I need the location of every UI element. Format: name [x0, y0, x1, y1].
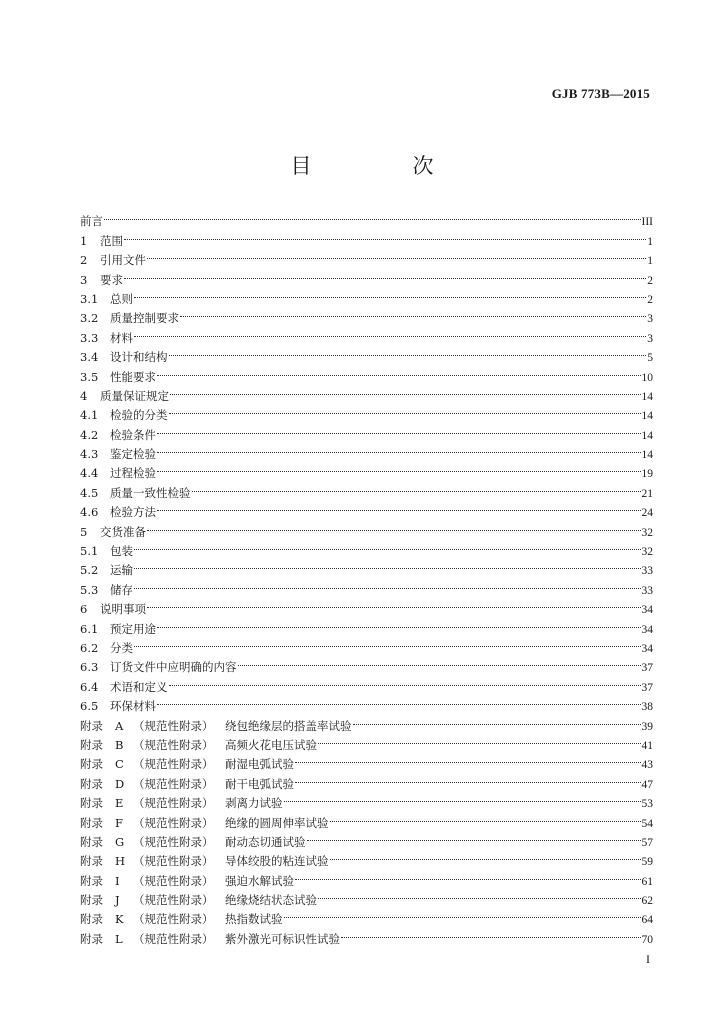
toc-entry-title: 储存: [110, 582, 133, 597]
toc-entry-page: 2: [647, 274, 653, 287]
toc-entry-title: 过程检验: [110, 466, 156, 481]
table-of-contents: [80, 206, 653, 946]
toc-entry[interactable]: [80, 439, 653, 462]
toc-leader-dots: [134, 574, 641, 593]
toc-leader-dots: [295, 865, 641, 884]
toc-entry-title: 性能要求: [110, 369, 156, 384]
toc-entry-page: 37: [641, 681, 653, 694]
toc-leader-dots: [134, 633, 641, 652]
annex-type: （规范性附录）: [133, 912, 214, 927]
toc-leader-dots: [318, 885, 641, 904]
toc-entry-title: 质量保证规定: [100, 388, 169, 403]
toc-entry-page: 3: [647, 332, 653, 345]
toc-leader-dots: [330, 807, 641, 826]
toc-entry-title: 说明事项: [100, 602, 146, 617]
toc-entry-page: 14: [641, 410, 653, 423]
toc-leader-dots: [169, 342, 647, 361]
toc-entry-title: 热指数试验: [225, 912, 283, 927]
annex-letter: G: [115, 834, 125, 849]
annex-label: 附录: [80, 737, 103, 752]
toc-entry[interactable]: [80, 322, 653, 345]
annex-designation: [80, 872, 225, 891]
toc-entry[interactable]: [80, 284, 653, 306]
toc-entry[interactable]: [80, 361, 653, 384]
toc-entry-number: 1: [80, 233, 88, 248]
toc-entry[interactable]: [80, 206, 653, 229]
toc-entry-page: 34: [641, 623, 653, 636]
toc-entry-page: 14: [641, 390, 653, 403]
toc-entry-page: 19: [641, 468, 653, 481]
toc-entry[interactable]: [80, 613, 653, 636]
annex-designation: [80, 814, 225, 833]
toc-leader-dots: [284, 904, 641, 923]
annex-letter: I: [115, 873, 120, 888]
toc-entry-number: 2: [80, 253, 88, 268]
toc-entry-title: 总则: [110, 291, 133, 306]
toc-entry-number: 3.5: [80, 369, 99, 384]
page-number: I: [646, 952, 650, 966]
standard-code: GJB 773B—2015: [551, 86, 650, 101]
toc-entry-title: 术语和定义: [110, 679, 168, 694]
toc-entry-number: 6.5: [80, 699, 99, 714]
toc-entry-title: 高频火花电压试验: [225, 737, 317, 752]
toc-leader-dots: [157, 497, 641, 516]
toc-leader-dots: [134, 322, 646, 341]
toc-leader-dots: [169, 400, 641, 419]
annex-letter: D: [115, 776, 125, 791]
toc-entry-number: 4.2: [80, 427, 99, 442]
toc-leader-dots: [134, 284, 646, 303]
toc-entry[interactable]: [80, 555, 653, 578]
toc-entry-number: 4.4: [80, 466, 99, 481]
toc-entry-page: 5: [647, 352, 653, 365]
toc-leader-dots: [330, 846, 641, 865]
toc-entry-number: 4.3: [80, 447, 99, 462]
annex-letter: C: [115, 757, 124, 772]
toc-entry-page: 41: [641, 739, 653, 752]
toc-entry-title: 分类: [110, 640, 133, 655]
toc-entry-title: 耐动态切通试验: [225, 834, 306, 849]
toc-entry-number: 3: [80, 272, 88, 287]
toc-entry-title: 检验方法: [110, 505, 156, 520]
toc-entry-page: 34: [641, 604, 653, 617]
annex-designation: [80, 736, 225, 755]
toc-leader-dots: [169, 671, 641, 690]
annex-designation: [80, 775, 225, 794]
toc-entry-page: 43: [641, 759, 653, 772]
annex-type: （规范性附录）: [133, 815, 214, 830]
toc-entry-page: 32: [641, 546, 653, 559]
toc-entry-number: 5: [80, 524, 88, 539]
annex-type: （规范性附录）: [133, 931, 214, 946]
annex-designation: [80, 755, 225, 774]
toc-leader-dots: [104, 206, 641, 225]
toc-leader-dots: [134, 555, 641, 574]
toc-annex-entry[interactable]: [80, 710, 653, 733]
toc-entry[interactable]: [80, 497, 653, 520]
toc-entry[interactable]: [80, 264, 653, 287]
toc-entry-page: 70: [641, 933, 653, 946]
toc-leader-dots: [147, 245, 646, 264]
annex-label: 附录: [80, 757, 103, 772]
toc-leader-dots: [295, 768, 641, 787]
toc-entry-page: 38: [641, 701, 653, 714]
annex-type: （规范性附录）: [133, 854, 214, 869]
annex-letter: B: [115, 737, 124, 752]
toc-entry-title: 强迫水解试验: [225, 873, 294, 888]
toc-entry-title: 要求: [100, 272, 123, 287]
toc-entry-title: 环保材料: [110, 699, 156, 714]
toc-entry-title: 交货准备: [100, 524, 146, 539]
annex-label: 附录: [80, 834, 103, 849]
toc-entry-page: 10: [641, 371, 653, 384]
toc-entry-number: 4.5: [80, 485, 99, 500]
toc-entry-number: 6.1: [80, 621, 99, 636]
annex-letter: E: [115, 796, 124, 811]
toc-entry[interactable]: [80, 633, 653, 655]
page-title: 目 次: [290, 154, 474, 178]
toc-leader-dots: [147, 516, 641, 535]
toc-leader-dots: [157, 419, 641, 438]
toc-entry[interactable]: [80, 574, 653, 597]
toc-entry[interactable]: [80, 477, 653, 500]
toc-leader-dots: [180, 303, 646, 322]
annex-label: 附录: [80, 854, 103, 869]
toc-leader-dots: [170, 381, 641, 400]
toc-entry-number: 4.1: [80, 408, 99, 423]
toc-entry[interactable]: [80, 245, 653, 268]
toc-entry-page: 14: [641, 429, 653, 442]
annex-label: 附录: [80, 931, 103, 946]
annex-label: 附录: [80, 893, 103, 908]
toc-entry-page: 33: [641, 565, 653, 578]
toc-entry-page: 1: [647, 255, 653, 268]
toc-entry-page: 59: [641, 856, 653, 869]
annex-label: 附录: [80, 718, 103, 733]
toc-entry[interactable]: [80, 691, 653, 714]
toc-entry[interactable]: [80, 536, 653, 559]
annex-type: （规范性附录）: [133, 776, 214, 791]
toc-entry-number: 6.4: [80, 679, 99, 694]
annex-type: （规范性附录）: [133, 737, 214, 752]
toc-leader-dots: [157, 458, 641, 477]
toc-leader-dots: [318, 730, 641, 749]
toc-entry-title: 耐湿电弧试验: [225, 757, 294, 772]
toc-leader-dots: [192, 477, 641, 496]
toc-leader-dots: [284, 788, 641, 807]
toc-entry[interactable]: [80, 303, 653, 326]
toc-entry[interactable]: [80, 458, 653, 481]
annex-type: （规范性附录）: [133, 893, 214, 908]
toc-entry-title: 绕包绝缘层的搭盖率试验: [225, 718, 352, 733]
toc-entry-number: 4: [80, 388, 88, 403]
annex-designation: [80, 910, 225, 929]
toc-entry-page: III: [641, 216, 653, 229]
annex-label: 附录: [80, 912, 103, 927]
toc-entry-page: 64: [641, 914, 653, 927]
toc-entry-page: 39: [641, 720, 653, 733]
toc-leader-dots: [307, 827, 641, 846]
toc-leader-dots: [157, 613, 641, 632]
toc-entry-page: 47: [641, 778, 653, 791]
toc-entry-title: 质量控制要求: [110, 311, 179, 326]
toc-entry-page: 24: [641, 507, 653, 520]
annex-type: （规范性附录）: [133, 834, 214, 849]
toc-entry-title: 订货文件中应明确的内容: [110, 660, 237, 675]
toc-entry-number: 5.3: [80, 582, 99, 597]
toc-entry-page: 2: [647, 293, 653, 306]
toc-entry-number: 3.4: [80, 350, 99, 365]
annex-designation: [80, 833, 225, 852]
toc-entry-number: 5.1: [80, 544, 99, 559]
toc-entry-page: 34: [641, 642, 653, 655]
toc-entry-title: 绝缘的圆周伸率试验: [225, 815, 329, 830]
annex-designation: [80, 717, 225, 736]
annex-type: （规范性附录）: [133, 718, 214, 733]
toc-entry[interactable]: [80, 342, 653, 365]
toc-entry-page: 3: [647, 313, 653, 326]
toc-entry-title: 材料: [110, 330, 133, 345]
toc-entry-page: 62: [641, 895, 653, 908]
toc-entry-page: 37: [641, 662, 653, 675]
toc-entry-page: 57: [641, 836, 653, 849]
toc-leader-dots: [134, 536, 641, 555]
toc-entry[interactable]: [80, 652, 653, 675]
toc-entry-page: 61: [641, 875, 653, 888]
toc-entry-title: 预定用途: [110, 621, 156, 636]
toc-leader-dots: [147, 594, 641, 613]
toc-entry-number: 4.6: [80, 505, 99, 520]
toc-entry-number: 3.2: [80, 311, 99, 326]
annex-label: 附录: [80, 776, 103, 791]
toc-entry-title: 绝缘烧结状态试验: [225, 893, 317, 908]
toc-entry-title: 前言: [80, 214, 103, 229]
annex-designation: [80, 891, 225, 910]
annex-designation: [80, 930, 225, 949]
toc-leader-dots: [157, 361, 641, 380]
annex-letter: J: [115, 893, 120, 908]
toc-entry-title: 包装: [110, 544, 133, 559]
toc-entry-number: 6.2: [80, 640, 99, 655]
toc-entry[interactable]: [80, 225, 653, 248]
toc-entry-title: 导体绞股的粘连试验: [225, 854, 329, 869]
toc-entry-page: 14: [641, 449, 653, 462]
toc-entry-number: 6.3: [80, 660, 99, 675]
toc-entry-title: 紫外激光可标识性试验: [225, 931, 340, 946]
annex-letter: F: [115, 815, 123, 830]
toc-entry-title: 引用文件: [100, 253, 146, 268]
toc-leader-dots: [124, 264, 646, 283]
toc-leader-dots: [157, 691, 641, 710]
toc-leader-dots: [124, 225, 646, 244]
toc-entry-page: 21: [641, 487, 653, 500]
annex-designation: [80, 794, 225, 813]
toc-leader-dots: [295, 749, 641, 768]
toc-leader-dots: [353, 710, 641, 729]
toc-entry[interactable]: [80, 594, 653, 617]
annex-letter: K: [115, 912, 124, 927]
toc-entry-number: 3.3: [80, 330, 99, 345]
annex-label: 附录: [80, 815, 103, 830]
annex-label: 附录: [80, 796, 103, 811]
toc-entry-title: 设计和结构: [110, 350, 168, 365]
toc-entry-page: 33: [641, 584, 653, 597]
annex-label: 附录: [80, 873, 103, 888]
toc-entry[interactable]: [80, 419, 653, 442]
toc-entry-title: 鉴定检验: [110, 447, 156, 462]
annex-designation: [80, 852, 225, 871]
toc-leader-dots: [341, 923, 641, 942]
toc-entry-page: 53: [641, 798, 653, 811]
toc-entry-page: 54: [641, 817, 653, 830]
toc-entry-number: 3.1: [80, 291, 99, 306]
annex-type: （规范性附录）: [133, 873, 214, 888]
toc-entry[interactable]: [80, 516, 653, 539]
toc-entry-title: 检验条件: [110, 427, 156, 442]
annex-letter: A: [115, 718, 124, 733]
annex-letter: L: [115, 931, 123, 946]
toc-entry-number: 5.2: [80, 563, 99, 578]
toc-entry-number: 6: [80, 602, 88, 617]
toc-entry-title: 运输: [110, 563, 133, 578]
toc-entry[interactable]: [80, 381, 653, 403]
toc-entry-page: 1: [647, 235, 653, 248]
toc-entry-title: 耐干电弧试验: [225, 776, 294, 791]
toc-entry-title: 检验的分类: [110, 408, 168, 423]
annex-letter: H: [115, 854, 126, 869]
toc-leader-dots: [238, 652, 641, 671]
toc-entry-page: 32: [641, 526, 653, 539]
toc-leader-dots: [157, 439, 641, 458]
annex-type: （规范性附录）: [133, 757, 214, 772]
toc-entry-title: 质量一致性检验: [110, 485, 191, 500]
annex-type: （规范性附录）: [133, 796, 214, 811]
toc-entry-title: 剥离力试验: [225, 796, 283, 811]
toc-entry-title: 范围: [100, 233, 123, 248]
